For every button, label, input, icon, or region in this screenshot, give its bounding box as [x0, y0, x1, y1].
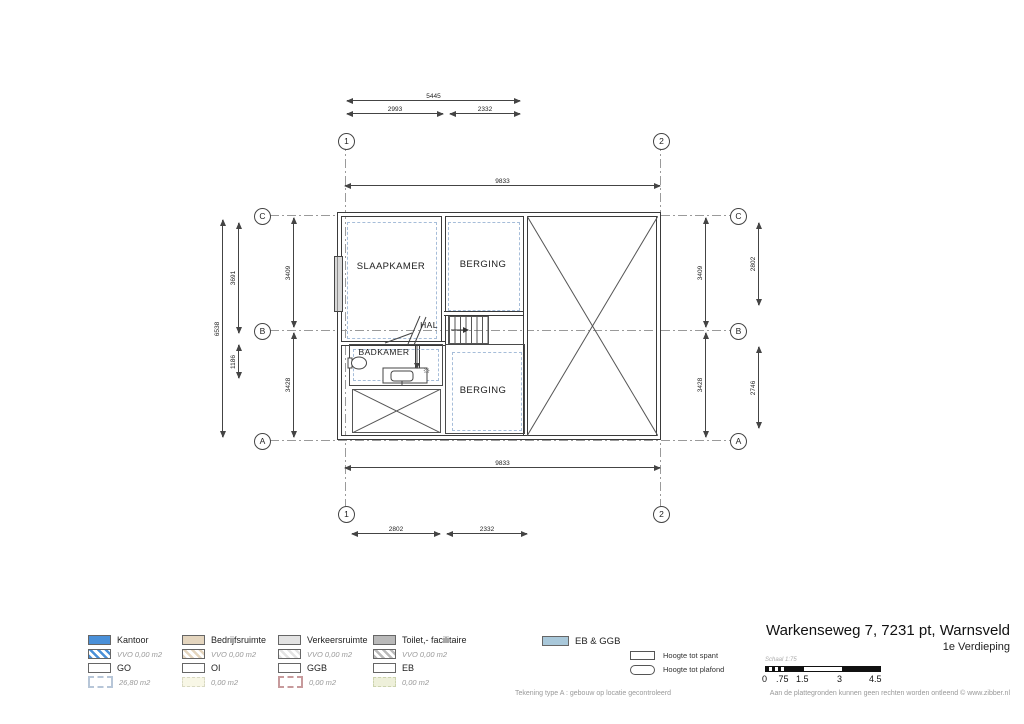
legend-valueswatch-oi [182, 677, 205, 687]
hoogte-spant-symbol [630, 651, 655, 660]
legend-item-verkeersruimte: Verkeersruimte VVO 0,00 m2 [278, 633, 368, 661]
scalebar-tick-45: 4.5 [869, 674, 882, 684]
sheet-title-address: Warkenseweg 7, 7231 pt, Warnsveld [765, 622, 1010, 639]
void-cross-large [527, 216, 658, 436]
dim-right-lower: 2746 [758, 347, 759, 428]
grid-bubble-c-left: C [254, 208, 271, 225]
dim-left-lower: 1186 [238, 345, 239, 378]
hoogte-spant-label: Hoogte tot spant [663, 651, 719, 660]
room-label-slaapkamer: SLAAPKAMER [356, 261, 426, 272]
legend-swatch-go [88, 663, 111, 673]
grid-bubble-2-bottom: 2 [653, 506, 670, 523]
footer-rights: Aan de plattegronden kunnen geen rechten worden ontleend © www.zibber.nl [769, 690, 1010, 697]
dim-span-top: 9833 [345, 185, 660, 186]
legend-swatch-verkeersruimte [278, 635, 301, 645]
legend-item-kantoor [88, 633, 162, 661]
sheet-title-floor: 1e Verdieping [942, 641, 1010, 653]
room-label-hal: HAL [420, 320, 438, 330]
dim-span-bottom: 9833 [345, 467, 660, 468]
legend-item-bedrijfsruimte: Bedrijfsruimte VVO 0,00 m2 [182, 633, 266, 661]
grid-bubble-c-right: C [730, 208, 747, 225]
room-label-berging-top: BERGING [459, 259, 507, 270]
legend-valueswatch-eb [373, 677, 396, 687]
legend-item-go: GO 26,80 m2 [88, 661, 150, 689]
legend-swatch-ggb [278, 663, 301, 673]
legend-swatch-toilet [373, 635, 396, 645]
room-label-berging-bottom: BERGING [459, 385, 507, 396]
dim-left-outer: 6538 [222, 220, 223, 437]
legend-swatch-eb-ggb [542, 636, 569, 646]
dim-right-cb: 3409 [705, 218, 706, 327]
legend-valueswatch-ggb [278, 676, 303, 688]
legend-item-oi: OI 0,00 m2 [182, 661, 238, 689]
scalebar-label: Schaal 1:75 [765, 657, 797, 663]
legend-swatch-oi [182, 663, 205, 673]
legend-item-eb: EB 0,00 m2 [373, 661, 429, 689]
legend-item-ggb: GGB 0,00 m2 [278, 661, 336, 689]
dim-right-ba: 3428 [705, 333, 706, 437]
footer-note: Tekening type A : gebouw op locatie gecontroleerd [515, 690, 672, 697]
legend-item-toilet: Toilet,- facilitaire VVO 0,00 m2 [373, 633, 467, 661]
legend-valueswatch-go [88, 676, 113, 688]
dim-left-ba: 3428 [293, 333, 294, 437]
door-leaf-badkamer [385, 333, 412, 343]
grid-bubble-1-top: 1 [338, 133, 355, 150]
grid-bubble-a-left: A [254, 433, 271, 450]
scalebar-tick-3: 3 [837, 674, 843, 684]
scalebar [765, 666, 881, 672]
light-icon: ☼ [422, 365, 432, 376]
legend-swatch-bedrijfsruimte [182, 635, 205, 645]
grid-bubble-a-right: A [730, 433, 747, 450]
dim-top-right: 2332 [450, 113, 520, 114]
hoogte-plafond-label: Hoogte tot plafond [663, 665, 725, 674]
void-cross-small [352, 389, 441, 433]
dim-bottom-right: 2332 [447, 533, 527, 534]
scalebar-tick-0: 0 [762, 674, 768, 684]
legend-item-eb-ggb: EB & GGB [542, 634, 620, 648]
dim-right-upper: 2802 [758, 223, 759, 305]
grid-bubble-b-right: B [730, 323, 747, 340]
dim-top-total: 5445 [347, 100, 520, 101]
grid-bubble-2-top: 2 [653, 133, 670, 150]
legend-vvo: VVO 0,00 m2 [117, 649, 163, 659]
room-label-badkamer: BADKAMER [358, 347, 410, 357]
grid-bubble-b-left: B [254, 323, 271, 340]
hoogte-plafond-symbol [630, 665, 655, 675]
scalebar-tick-15: 1.5 [796, 674, 809, 684]
grid-bubble-1-bottom: 1 [338, 506, 355, 523]
dim-left-upper: 3691 [238, 223, 239, 333]
legend-hatch-verkeersruimte [278, 649, 301, 659]
legend-swatch-kantoor [88, 635, 111, 645]
dim-bottom-left: 2802 [352, 533, 440, 534]
grid-line-row-a [270, 440, 730, 441]
dim-top-left: 2993 [347, 113, 443, 114]
scalebar-tick-075: .75 [776, 674, 789, 684]
legend-swatch-eb [373, 663, 396, 673]
dim-left-cb: 3409 [293, 218, 294, 327]
legend-label: Kantoor [117, 635, 149, 645]
legend-hatch-kantoor [88, 649, 111, 659]
legend-hatch-bedrijfsruimte [182, 649, 205, 659]
legend-hatch-toilet [373, 649, 396, 659]
